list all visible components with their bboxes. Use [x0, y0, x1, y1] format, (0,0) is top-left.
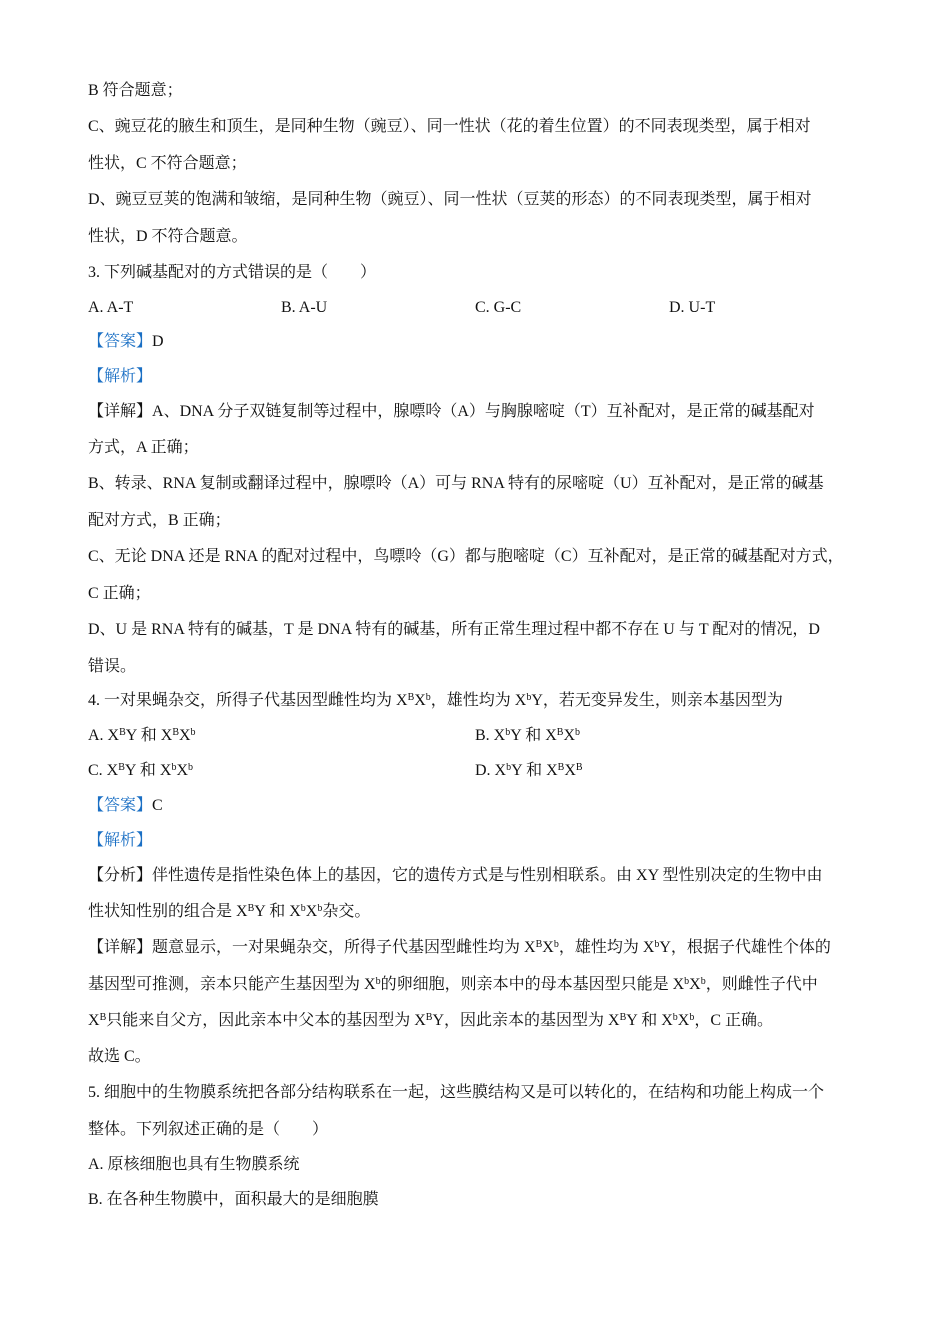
q3-answer	[88, 331, 164, 353]
answer-tag: 【答案】	[88, 797, 153, 814]
q3-options	[88, 297, 878, 319]
q3-detail-a2: 方式，A 正确；	[88, 439, 199, 456]
answer-tag: 【答案】	[88, 333, 153, 350]
q2-c-line2: 性状，C 不符合题意；	[88, 155, 247, 172]
q4-stem-part: X	[414, 692, 426, 709]
q4-fenxi-line1	[88, 865, 823, 887]
q5-stem-line1: 5. 细胞中的生物膜系统把各部分结构联系在一起，这些膜结构又是可以转化的，在结构和功能上构成一个	[88, 1084, 825, 1101]
q5-option-b: B. 在各种生物膜中，面积最大的是细胞膜	[88, 1191, 379, 1208]
q4-option-b: B. $X^bY$ 和 $X^BX^b$	[475, 727, 580, 744]
q4-analysis-tag: 【解析】	[88, 832, 153, 849]
q4-detail-line3: $X^B$只能来自父方，因此亲本中父本的基因型为 $X^BY$，因此亲本的基因型为 $X^BY$ 和 $X^bX^b$，C 正确。	[88, 1012, 774, 1029]
q4-option-d: D. $X^bY$ 和 $X^BX^B$	[475, 762, 583, 779]
answer-value: C	[152, 797, 163, 814]
q3-option-c: C. G-C	[475, 299, 522, 316]
q4-options-row2	[88, 760, 878, 782]
q2-c-line1: C、豌豆花的腋生和顶生，是同种生物（豌豆）、同一性状（花的着生位置）的不同表现类型，属于相对	[88, 118, 811, 135]
fenxi-tag: 【分析】	[88, 867, 153, 884]
q2-b-conclusion: B 符合题意；	[88, 82, 183, 99]
q3-detail-b2: 配对方式，B 正确；	[88, 512, 231, 529]
q3-detail-d1: D、U 是 RNA 特有的碱基，T 是 DNA 特有的碱基，所有正常生理过程中都不存在 U 与 T 配对的情况，D	[88, 621, 820, 638]
q2-d-line2: 性状，D 不符合题意。	[88, 228, 248, 245]
q4-stem-part: ，雄性均为 X	[430, 692, 527, 709]
q3-detail-d2: 错误。	[88, 658, 137, 675]
q4-fenxi-line2: 性状知性别的组合是 $X^BY$ 和 $X^bX^b$杂交。	[88, 903, 371, 920]
q5-stem-line2: 整体。下列叙述正确的是（ ）	[88, 1121, 329, 1138]
q3-analysis-tag: 【解析】	[88, 368, 153, 385]
q4-option-a: A. $X^BY$ 和 $X^BX^b$	[88, 727, 196, 744]
q5-option-a: A. 原核细胞也具有生物膜系统	[88, 1156, 300, 1173]
q4-stem	[88, 690, 783, 712]
q4-options-row1	[88, 725, 878, 747]
q4-answer	[88, 795, 163, 817]
superscript: B	[407, 692, 415, 703]
detail-tag: 【详解】	[88, 403, 153, 420]
superscript: b	[526, 692, 532, 703]
q3-option-a: A. A-T	[88, 299, 134, 316]
q3-detail-c1: C、无论 DNA 还是 RNA 的配对过程中，鸟嘌呤（G）都与胞嘧啶（C）互补配对，是正常的碱基配对方式，	[88, 548, 844, 565]
q4-stem-part: 4. 一对果蝇杂交，所得子代基因型雌性均为 X	[88, 692, 408, 709]
q3-stem: 3. 下列碱基配对的方式错误的是（ ）	[88, 264, 377, 281]
answer-value: D	[152, 333, 164, 350]
q3-detail-a1	[88, 401, 815, 423]
q3-detail-c2: C 正确；	[88, 585, 151, 602]
q3-detail-a1-text: A、DNA 分子双链复制等过程中，腺嘌呤（A）与胸腺嘧啶（T）互补配对，是正常的碱基配对	[152, 403, 815, 420]
q4-fenxi-text: 伴性遗传是指性染色体上的基因，它的遗传方式是与性别相联系。由 XY 型性别决定的生物中由	[152, 867, 823, 884]
q3-option-b: B. A-U	[281, 299, 328, 316]
q4-detail-line2: 基因型可推测，亲本只能产生基因型为 $X^b$的卵细胞，则亲本中的母本基因型只能是 $X^bX^b$，则雌性子代中	[88, 976, 818, 993]
q4-conclusion: 故选 C。	[88, 1048, 151, 1065]
q4-detail-line1: 【详解】题意显示，一对果蝇杂交，所得子代基因型雌性均为 $X^BX^b$，雄性均为 $X^bY$，根据子代雄性个体的	[88, 939, 831, 956]
q3-option-d: D. U-T	[669, 299, 716, 316]
detail-tag: 【详解】	[88, 939, 153, 956]
q4-option-c: C. $X^BY$ 和 $X^bX^b$	[88, 762, 193, 779]
q2-d-line1: D、豌豆豆荚的饱满和皱缩，是同种生物（豌豆）、同一性状（豆荚的形态）的不同表现类型，属于相对	[88, 191, 812, 208]
q3-detail-b1: B、转录、RNA 复制或翻译过程中，腺嘌呤（A）可与 RNA 特有的尿嘧啶（U）互补配对，是正常的碱基	[88, 475, 824, 492]
q4-stem-part: Y，若无变异发生，则亲本基因型为	[531, 692, 783, 709]
superscript: b	[425, 692, 431, 703]
